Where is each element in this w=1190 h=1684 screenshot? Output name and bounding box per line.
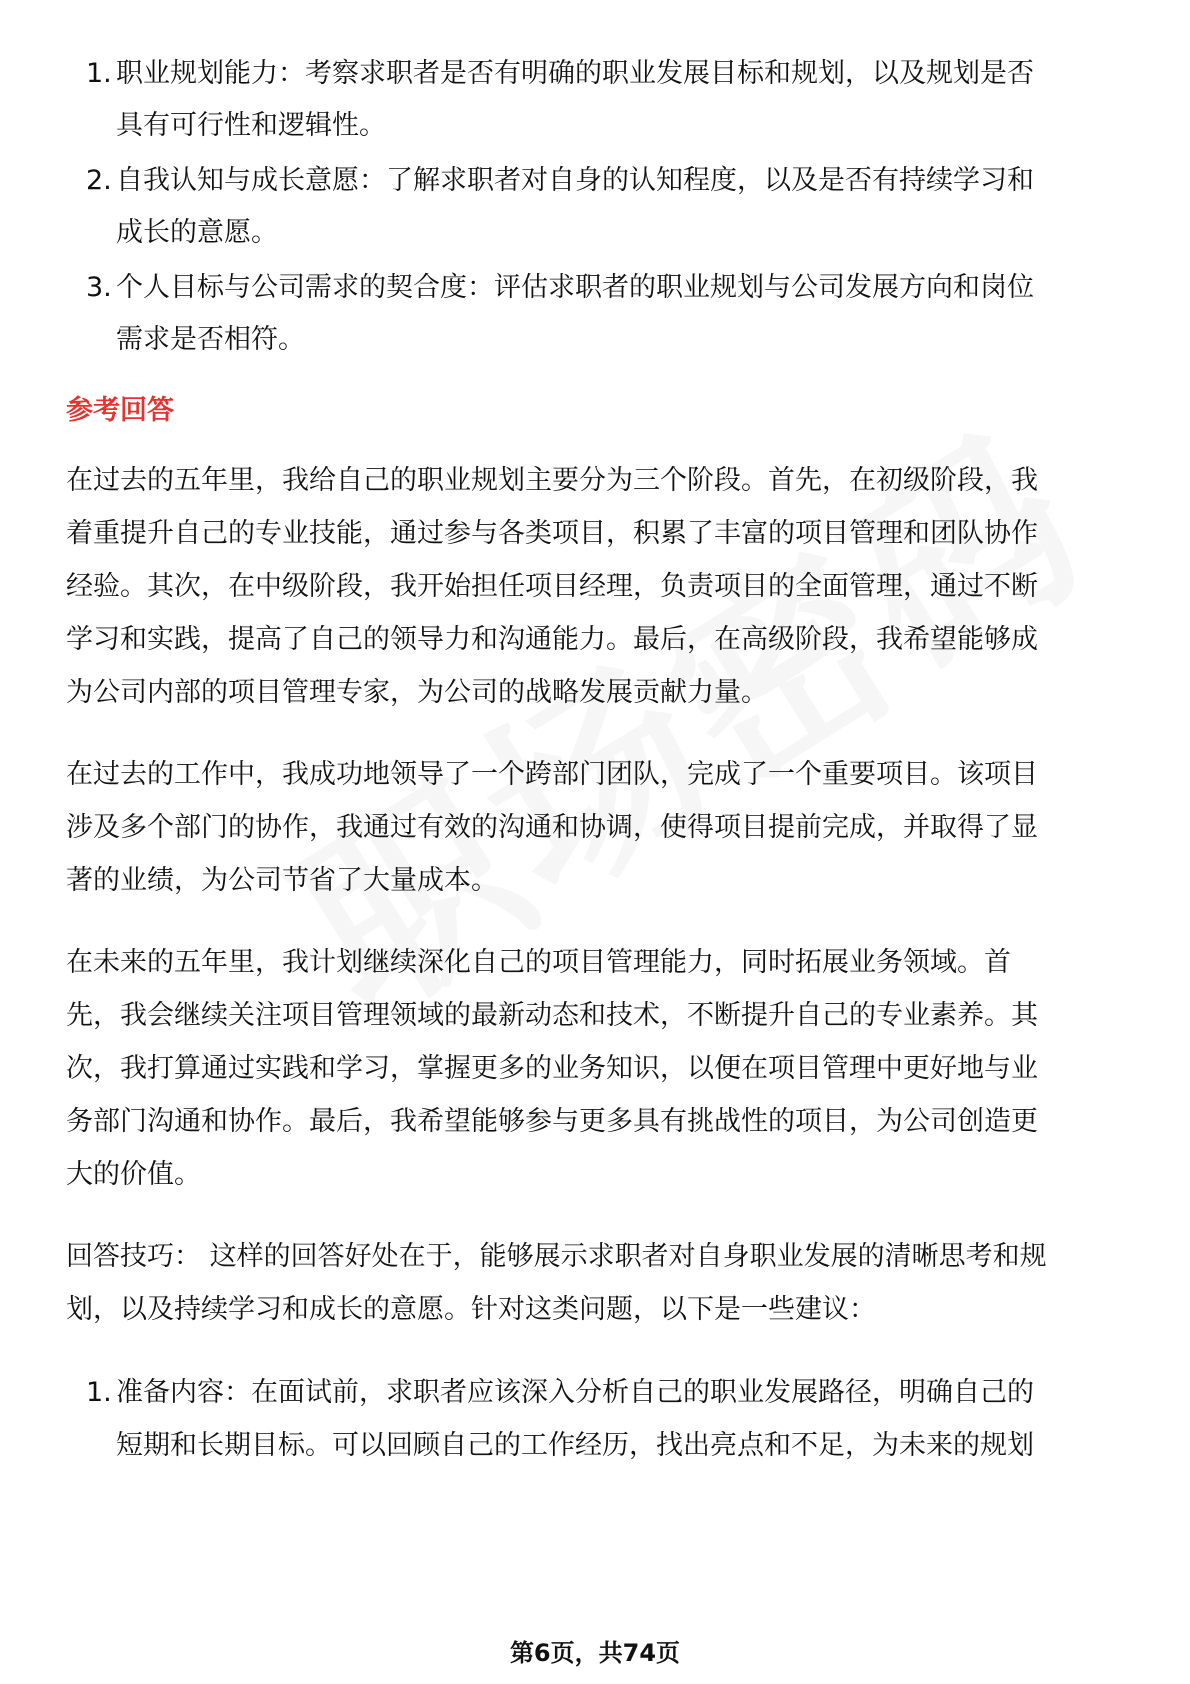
list-item-line: 自我认知与成长意愿：了解求职者对自身的认知程度，以及是否有持续学习和 <box>116 165 1034 196</box>
paragraph-line: 先，我会继续关注项目管理领域的最新动态和技术，不断提升自己的专业素养。其 <box>66 1000 1038 1031</box>
paragraph-line: 为公司内部的项目管理专家，为公司的战略发展贡献力量。 <box>66 677 768 708</box>
list-item-line: 需求是否相符。 <box>116 324 305 355</box>
list-item-line: 个人目标与公司需求的契合度：评估求职者的职业规划与公司发展方向和岗位 <box>116 272 1034 303</box>
paragraph-line: 次，我打算通过实践和学习，掌握更多的业务知识，以便在项目管理中更好地与业 <box>66 1053 1038 1084</box>
section-heading: 参考回答 <box>66 395 174 426</box>
paragraph-line: 在未来的五年里，我计划继续深化自己的项目管理能力，同时拓展业务领域。首 <box>66 947 1011 978</box>
paragraph-line: 经验。其次，在中级阶段，我开始担任项目经理，负责项目的全面管理，通过不断 <box>66 571 1038 602</box>
page-footer: 第6页，共74页 <box>509 1639 681 1667</box>
paragraph-line: 务部门沟通和协作。最后，我希望能够参与更多具有挑战性的项目，为公司创造更 <box>66 1106 1038 1137</box>
list-item-line: 具有可行性和逻辑性。 <box>116 110 386 141</box>
paragraph-line: 划，以及持续学习和成长的意愿。针对这类问题，以下是一些建议： <box>66 1294 876 1325</box>
list-number: 1. <box>86 58 112 89</box>
paragraph-line: 着重提升自己的专业技能，通过参与各类项目，积累了丰富的项目管理和团队协作 <box>66 518 1038 549</box>
paragraph-line: 涉及多个部门的协作，我通过有效的沟通和协调，使得项目提前完成，并取得了显 <box>66 812 1038 843</box>
list-number: 2. <box>86 165 112 196</box>
paragraph-line: 在过去的工作中，我成功地领导了一个跨部门团队，完成了一个重要项目。该项目 <box>66 759 1038 790</box>
paragraph-line: 在过去的五年里，我给自己的职业规划主要分为三个阶段。首先，在初级阶段，我 <box>66 465 1038 496</box>
list-item-line: 准备内容：在面试前，求职者应该深入分析自己的职业发展路径，明确自己的 <box>116 1377 1034 1408</box>
paragraph-line: 著的业绩，为公司节省了大量成本。 <box>66 865 498 896</box>
paragraph-line: 大的价值。 <box>66 1159 201 1190</box>
list-number: 3. <box>86 272 112 303</box>
list-number: 1. <box>86 1377 112 1408</box>
list-item-line: 短期和长期目标。可以回顾自己的工作经历，找出亮点和不足，为未来的规划 <box>116 1430 1034 1461</box>
paragraph-line: 回答技巧： 这样的回答好处在于，能够展示求职者对自身职业发展的清晰思考和规 <box>66 1241 1047 1272</box>
list-item-line: 职业规划能力：考察求职者是否有明确的职业发展目标和规划，以及规划是否 <box>116 58 1034 89</box>
paragraph-line: 学习和实践，提高了自己的领导力和沟通能力。最后，在高级阶段，我希望能够成 <box>66 624 1038 655</box>
list-item-line: 成长的意愿。 <box>116 217 278 248</box>
